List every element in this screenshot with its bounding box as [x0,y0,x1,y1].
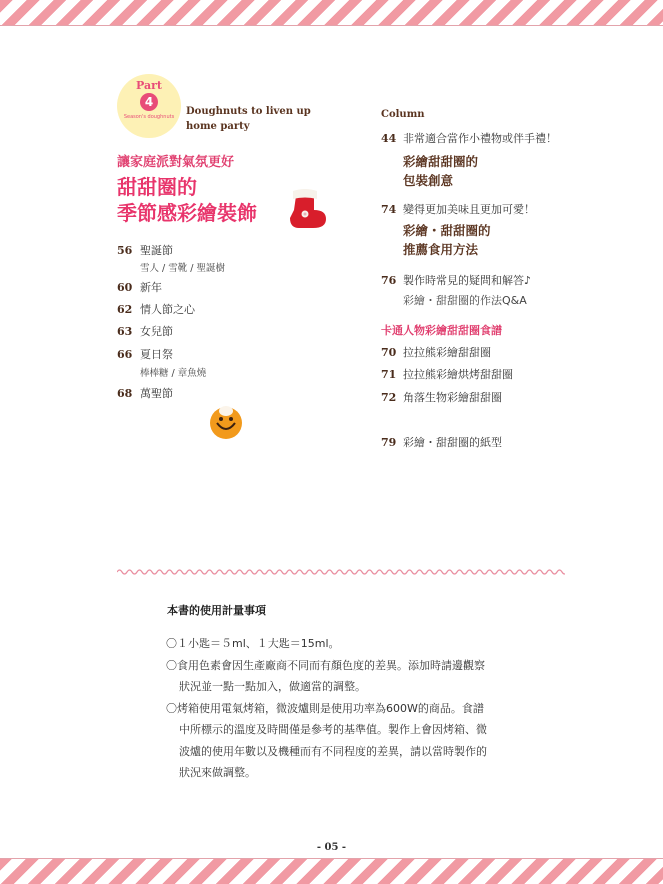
note-line: 〇１小匙＝５ml、１大匙＝15ml。 [166,637,340,650]
part-sub-label: Season's doughnuts [123,114,175,120]
toc-item-new-year[interactable] [117,279,162,295]
section-title-line2: 季節感彩繪裝飾 [117,201,257,225]
toc-page-number: 66 [117,348,133,361]
part-label: Part [136,79,162,92]
page-number: - 05 - [316,842,347,853]
toc-page-number: 60 [117,281,133,294]
note-line: 〇烤箱使用電氣烤箱，微波爐則是使用功率為600W的商品。食譜 [166,701,484,715]
toc-page-number: 72 [381,391,397,404]
toc-page-number: 62 [117,303,133,316]
column-entry-subtitle-line2: 推薦食用方法 [403,242,479,257]
toc-page-number: 79 [381,436,397,449]
column-entry-subtitle [403,152,478,190]
toc-item-halloween[interactable] [117,385,173,401]
recipe-rilakkuma-baked[interactable] [381,366,513,382]
part-badge [117,74,181,138]
toc-item-title: 彩繪・甜甜圈的紙型 [403,436,502,449]
column-entry-gift[interactable] [381,130,557,146]
toc-item-paper-template[interactable] [381,434,502,450]
column-entry-subtitle-line2: 包裝創意 [403,173,454,188]
note-line: 波爐的使用年數以及機種而有不同程度的差異，請以當時製作的 [179,744,487,758]
wavy-divider [117,567,565,577]
notes-title: 本書的使用計量事項 [167,604,266,617]
note-line: 中所標示的溫度及時間僅是參考的基準值。製作上會因烤箱、微 [179,723,487,736]
toc-page-number: 71 [381,368,397,381]
note-line: 狀況並一點一點加入，做適當的調整。 [179,680,366,693]
toc-item-title: 非常適合當作小禮物或伴手禮！ [403,132,557,145]
toc-page-number: 68 [117,387,133,400]
pumpkin-doughnut-icon [207,403,245,441]
note-line: 狀況來做調整。 [179,766,256,779]
recipe-rilakkuma[interactable] [381,344,491,360]
toc-page-number: 70 [381,346,397,359]
toc-item-title: 聖誕節 [140,244,173,257]
toc-item-title: 角落生物彩繪甜甜圈 [403,391,502,404]
top-stripe-border [0,0,663,26]
section-subtitle: 讓家庭派對氣氛更好 [117,155,235,170]
christmas-boot-icon [283,188,329,230]
column-heading: Column [381,109,425,120]
toc-item-title: 拉拉熊彩繪烘烤甜甜圈 [403,368,513,381]
toc-page-number: 56 [117,244,133,257]
character-recipes-heading: 卡通人物彩繪甜甜圈食譜 [381,324,502,337]
column-entry-faq[interactable] [381,272,531,288]
recipe-sumikko[interactable] [381,389,502,405]
toc-item-title: 製作時常見的疑問和解答♪ [403,274,532,287]
part-english-title: Doughnuts to liven up home party [186,106,311,132]
column-entry-tasty[interactable] [381,201,535,217]
toc-item-christmas[interactable] [117,242,173,258]
toc-item-title: 情人節之心 [140,303,195,316]
toc-page-number: 44 [381,132,397,145]
toc-item-title: 萬聖節 [140,387,173,400]
part-number: 4 [140,93,158,111]
notes-body [166,633,487,784]
column-entry-subtitle: 彩繪・甜甜圈的作法Q&A [403,294,527,307]
column-entry-subtitle [403,221,491,259]
toc-item-subtitle: 棒棒糖 / 章魚燒 [140,368,207,379]
bottom-stripe-border [0,858,663,884]
section-title-line1: 甜甜圈的 [117,175,197,199]
toc-item-girls-day[interactable] [117,323,173,339]
toc-page-number: 74 [381,203,397,216]
section-title [117,174,257,226]
toc-item-title: 變得更加美味且更加可愛！ [403,203,535,216]
toc-page-number: 76 [381,274,397,287]
toc-page-number: 63 [117,325,133,338]
toc-item-summer-festival[interactable] [117,346,173,362]
toc-item-title: 拉拉熊彩繪甜甜圈 [403,346,491,359]
toc-item-title: 新年 [140,281,162,294]
toc-item-valentine[interactable] [117,301,195,317]
note-line: 〇食用色素會因生產廠商不同而有顏色度的差異。添加時請邊觀察 [166,658,485,672]
toc-item-subtitle: 雪人 / 雪靴 / 聖誕樹 [140,263,225,274]
toc-item-title: 女兒節 [140,325,173,338]
toc-item-title: 夏日祭 [140,348,173,361]
column-entry-subtitle-line1: 彩繪・甜甜圈的 [403,223,491,238]
column-entry-subtitle-line1: 彩繪甜甜圈的 [403,154,479,169]
